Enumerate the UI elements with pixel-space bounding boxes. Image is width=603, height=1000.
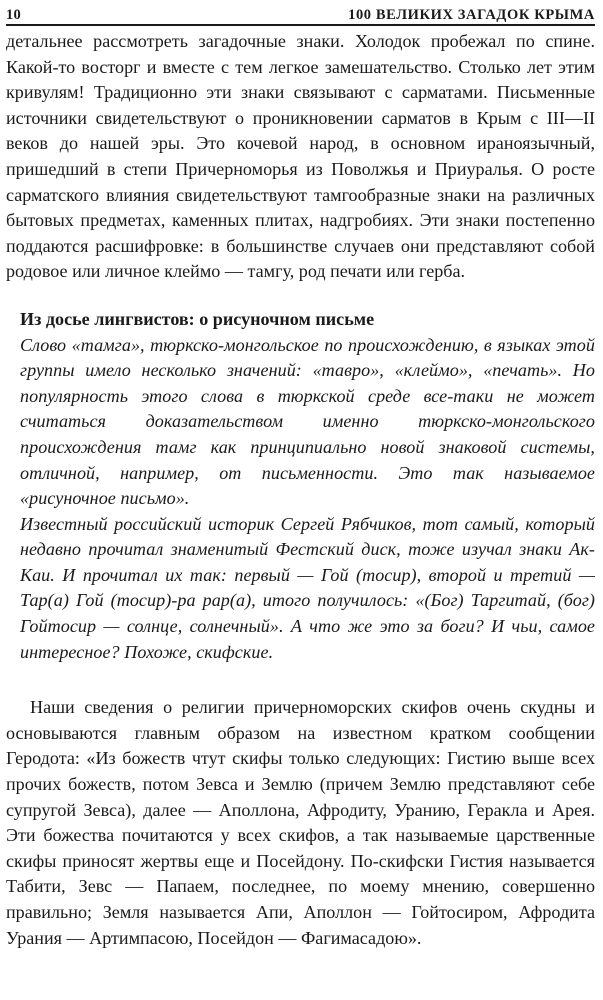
- book-title: 100 ВЕЛИКИХ ЗАГАДОК КРЫМА: [348, 7, 595, 23]
- running-header: [6, 0, 595, 26]
- paragraph-continuation: детальнее рассмотреть загадочные знаки. Холодок пробежал по спине. Какой-то восторг и вместе с тем легкое замешательство. Столько лет этим кривулям! Традиционно эти знаки связывают с сарматами. Письменные источники свидетельствуют о проникновении сарматов в Крым с III—II веков до нашей эры. Это кочевой народ, в основном ираноязычный, пришедший в степи Причерноморья из Поволжья и Приуралья. О росте сарматского влияния свидетельствуют тамгообразные знаки на различных бытовых предметах, каменных плитах, надгробиях. Эти знаки постепенно поддаются расшифровке: в большинстве случаев они представляют собой родовое или личное клеймо — тамгу, род печати или герба.: [6, 31, 595, 282]
- paragraph-scythian-religion: Наши сведения о религии причерноморских скифов очень скудны и основываются главным образом на известном кратком сообщении Геродота: «Из божеств чтут скифы только следующих: Гистию выше всех прочих божеств, потом Зевса и Землю (причем Землю представляют себе супругой Зевса), далее — Аполлона, Афродиту, Уранию, Геракла и Арея. Эти божества почитаются у всех скифов, а так называемые царственные скифы приносят жертвы еще и Посейдону. По-скифски Гистия называется Табити, Зевс — Папаем, последнее, по моему мнению, совершенно правильно; Земля называется Апи, Аполлон — Гойтосиром, Афродита Урания — Артимпасою, Посейдон — Фагимасадою».: [6, 697, 595, 948]
- linguist-dossier-box: [6, 307, 595, 665]
- dossier-heading: Из досье лингвистов: о рисуночном письме: [20, 308, 375, 329]
- dossier-paragraph-tamga: Слово «тамга», тюркско-монгольское по происхождению, в языках этой группы имело несколько значений: «тавро», «клеймо», «печать». Но популярность этого слова в тюркской среде все-таки не может считаться доказательством именно тюркско-монгольского происхождения тамг как принципиально новой знаковой системы, отличной, например, от письменности. Это так называемое «рисуночное письмо».: [20, 334, 595, 509]
- page-number: 10: [6, 7, 21, 23]
- dossier-paragraph-ryabchikov: Известный российский историк Сергей Рябчиков, тот самый, который недавно прочитал знаменитый Фестский диск, тоже изучал знаки Ак-Каи. И прочитал их так: первый — Гой (тосир), второй и третий — Тар(а) Гой (тосир)-ра рар(а), итого получилось: «(Бог) Таргитай, (бог) Гойтосир — солнце, солнечный». А что же это за боги? И чьи, самое интересное? Похоже, скифские.: [20, 513, 595, 662]
